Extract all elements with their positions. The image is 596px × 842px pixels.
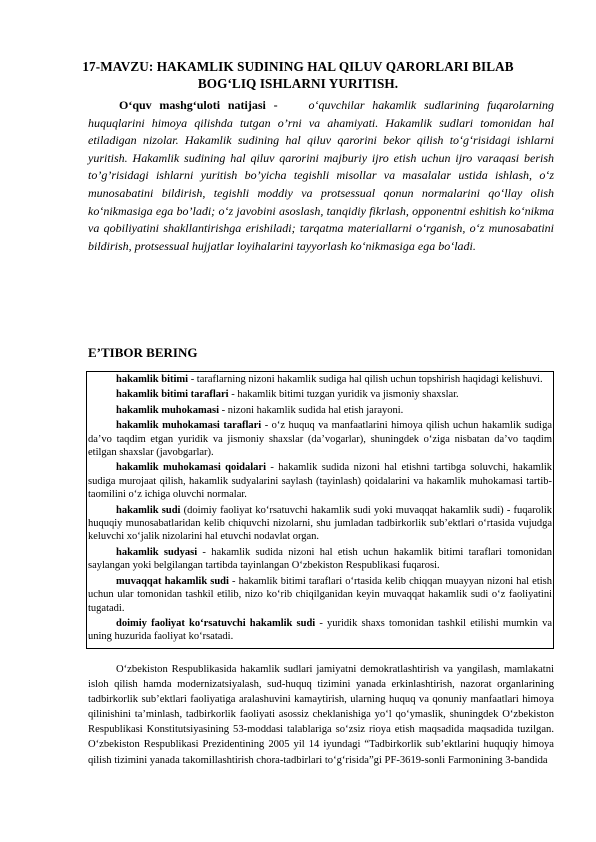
definition-item	[88, 373, 552, 386]
definition-text: - o‘z huquq va manfaatlarini himoya qilish uchun hakamlik sudiga da’vo taqdim etgan yuridik va jismoniy shaxslar (da’vogarlar), shuningdek o‘ziga nisbatan da’vo taqdim etilgan shaxslar (javobgarlar).	[88, 420, 552, 459]
definition-item	[88, 617, 552, 644]
definition-term: hakamlik bitimi	[116, 374, 189, 385]
learning-outcome-paragraph	[88, 97, 554, 255]
definition-term: hakamlik sudyasi	[116, 546, 198, 558]
page-title	[70, 58, 526, 92]
definition-item	[88, 461, 552, 501]
definition-text: - hakamlik bitimi taraflari o‘rtasida kelib chiqqan muayyan nizoni hal etish uchun ular tomonidan tashkil etilib, nizo ko‘rib chiqilganidan keyin muvaqqat hakamlik sudi o‘z faoliyatini tugatadi.	[88, 575, 552, 614]
body-paragraph	[88, 662, 554, 768]
definition-item	[88, 575, 552, 615]
outcome-text: o‘quvchilar hakamlik sudlarining fuqarolarning huquqlarini himoya qilishda tutgan o’rni va ahamiyati. Hakamlik sudlari tomonidan hal etiladigan nizolar. Hakamlik sudining hal qiluv qarorini bekor qilish to‘g‘risidagi ishlarni yuritish. Hakamlik sudining hal qiluv qarorini majburiy ijro etish uchun ijro varaqasi berish to’g’risidagi ishlarni yuritish bo’yicha tegishli misollar va masalalar ustida ishlash, o‘z munosabatini bildirish, tegishli moddiy va protsessual qonun normalarini qo‘llay olish ko‘nikmasiga ega bo’ladi; o‘z javobini asoslash, tanqidiy fikrlash, opponentni eshitish ko‘nikma va qobiliyatini shakllantirishga erishiladi; tarqatma materiallarni o‘rganish, o‘z munosabatini bildirish, protsessual hujjatlar loyihalarini tayyorlash ko‘nikmasiga ega bo‘ladi.	[88, 98, 554, 253]
definition-item	[88, 419, 552, 459]
definition-text: - nizoni hakamlik sudida hal etish jarayoni.	[219, 404, 404, 416]
definition-term: doimiy faoliyat ko‘rsatuvchi hakamlik sudi	[116, 617, 316, 629]
title-line-2: BOG‘LIQ ISHLARNI YURITISH.	[197, 76, 399, 91]
definition-text: - taraflarning nizoni hakamlik sudiga hal qilish uchun topshirish haqidagi kelishuvi.	[188, 374, 543, 385]
definition-term: hakamlik muhokamasi taraflari	[116, 420, 262, 432]
definition-term: hakamlik muhokamasi qoidalari	[116, 462, 267, 474]
definitions-box	[86, 371, 554, 649]
definition-text: - hakamlik sudida nizoni hal etishni tartibga soluvchi, hakamlik sudiga murojaat qilish, hakamlik sudyalarini saylash (tayinlash) qoidalarini va hakamlik muhokamasi tartib-taomilini o‘z ichiga oluvchi normalar.	[88, 462, 552, 501]
title-line-1: 17-MAVZU: HAKAMLIK SUDINING HAL QILUV QARORLARI BILAB	[82, 59, 514, 74]
outcome-lead: O‘quv mashg‘uloti natijasi -	[119, 98, 278, 112]
definition-item	[88, 388, 552, 401]
definition-term: hakamlik sudi	[116, 504, 181, 516]
attention-heading: E’TIBOR BERING	[88, 345, 198, 360]
definition-item	[88, 404, 552, 417]
definition-text: - yuridik shaxs tomonidan tashkil etilishi mumkin va uning huzurida faoliyat ko‘rsatadi.	[88, 617, 552, 643]
definition-term: hakamlik bitimi taraflari	[116, 389, 229, 401]
definition-item	[88, 546, 552, 573]
definition-term: muvaqqat hakamlik sudi	[116, 575, 229, 587]
definition-text: (doimiy faoliyat ko‘rsatuvchi hakamlik sudi yoki muvaqqat hakamlik sudi) - fuqarolik huquqiy munosabatlaridan kelib chiquvchi nizolarni, shu jumladan tadbirkorlik sub’ektlari o‘rtasida vujudga keluvchi xo‘jalik nizolarini hal etuvchi nodavlat organ.	[88, 504, 552, 543]
definition-item	[88, 504, 552, 544]
definition-term: hakamlik muhokamasi	[116, 404, 219, 416]
definition-text: - hakamlik sudida nizoni hal etish uchun hakamlik bitimi taraflari tomonidan saylangan yoki belgilangan tartibda tayinlangan O‘zbekiston Respublikasi fuqarosi.	[88, 546, 553, 572]
definition-text: - hakamlik bitimi tuzgan yuridik va jismoniy shaxslar.	[228, 389, 459, 401]
body-paragraph-text: O‘zbekiston Respublikasida hakamlik sudlari jamiyatni demokratlashtirish va yangilash, mamlakatni isloh qilish hamda modernizatsiyalash, sud-huquq tizimini yanada erkinlashtirish, nazorat organlarining tadbirkorlik sub’ektlari faoliyatiga aralashuvini kamaytirish, ularning huquq va qonuniy manfaatlari himoya qilinishini ta’minlash, tadbirkorlik faoliyati asossiz cheklanishiga yo‘l qo‘ymaslik, shuningdek O‘zbekiston Respublikasi Konstitutsiyasining 53-moddasi talablariga so‘zsiz rioya etish maqsadida maqsadida tuzilgan. O‘zbekiston Respublikasi Prezidentining 2005 yil 14 iyundagi “Tadbirkorlik sub’ektlarini huquqiy himoya qilish tizimini yanada takomillashtirish chora-tadbirlari to‘g‘risida”gi PF-3619-sonli Farmonining 3-bandida	[88, 664, 554, 766]
